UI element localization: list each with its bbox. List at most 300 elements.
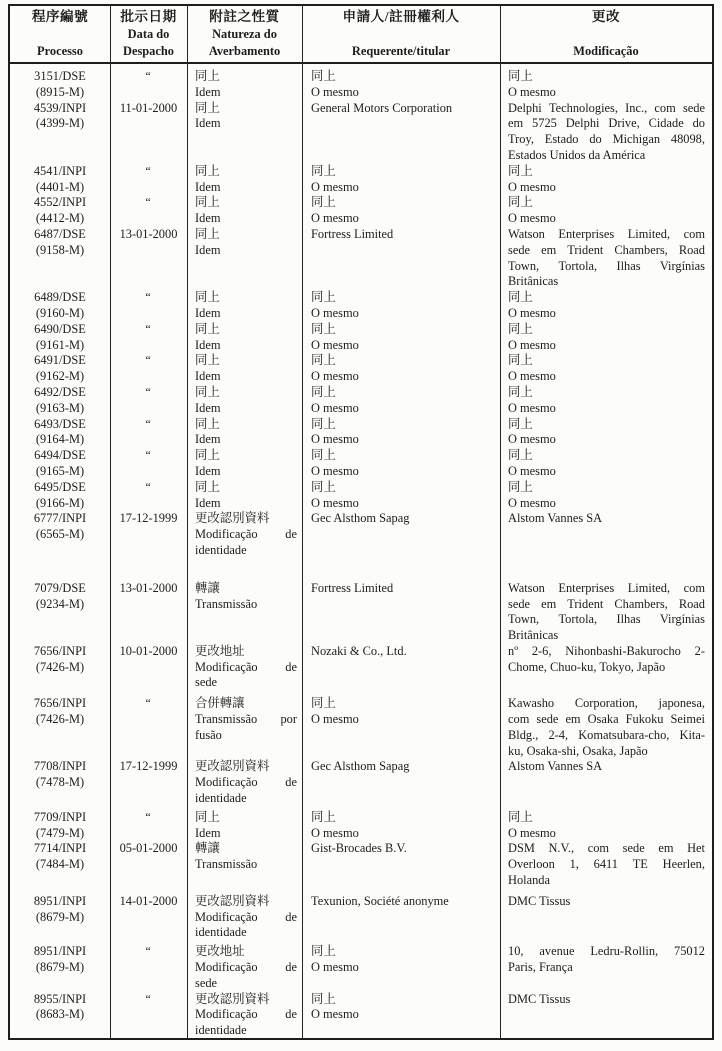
text-line: 更改認別資料: [195, 893, 270, 908]
text-line: Estados Unidos da América: [508, 147, 646, 162]
text-line: sede: [195, 975, 218, 990]
text-line: 同上: [195, 479, 220, 494]
date-cell: [110, 581, 187, 644]
text-line: Watson Enterprises Limited, com: [508, 580, 705, 595]
header-text: Processo: [37, 44, 83, 59]
text-line: 更改認別資料: [195, 759, 270, 774]
text-line: 同上: [195, 195, 220, 210]
records-table: [8, 4, 714, 1040]
text-line: Chome, Chuo-ku, Tokyo, Japão: [508, 659, 666, 674]
text-line: 同上: [311, 416, 336, 431]
applicant-cell: [302, 759, 500, 806]
modification-cell: [500, 480, 712, 512]
process-cell: [10, 480, 110, 512]
text-line: (7484-M): [35, 857, 85, 872]
nature-cell: [187, 164, 302, 196]
text-line: Modificação de: [195, 775, 297, 790]
text-line: (9165-M): [35, 463, 85, 478]
text-line: 同上: [508, 809, 533, 824]
text-line: 6494/DSE: [34, 448, 86, 463]
date-cell: [110, 417, 187, 449]
text-line: 同上: [195, 384, 220, 399]
text-line: Fortress Limited: [311, 580, 394, 595]
text-line: 同上: [311, 163, 336, 178]
text-line: com sede em Osaka Fukoku Seimei: [508, 712, 705, 727]
modification-cell: [500, 227, 712, 290]
date-cell: [110, 101, 187, 164]
text-line: 同上: [508, 163, 533, 178]
text-line: 合併轉讓: [195, 696, 245, 711]
text-line: “: [145, 353, 152, 368]
text-line: 10, avenue Ledru-Rollin, 75012: [508, 944, 705, 959]
text-line: O mesmo: [311, 211, 359, 226]
text-line: 6495/DSE: [34, 479, 86, 494]
text-line: 7656/INPI: [33, 643, 87, 658]
text-line: O mesmo: [311, 712, 359, 727]
text-line: Watson Enterprises Limited, com: [508, 226, 705, 241]
text-line: 同上: [311, 448, 336, 463]
text-line: 同上: [311, 696, 336, 711]
text-line: O mesmo: [311, 825, 359, 840]
applicant-cell: [302, 841, 500, 888]
text-line: O mesmo: [508, 84, 556, 99]
text-line: Idem: [195, 242, 221, 257]
text-line: 同上: [508, 195, 533, 210]
text-line: Idem: [195, 495, 221, 510]
applicant-cell: [302, 944, 500, 991]
date-cell: [110, 759, 187, 806]
nature-cell: [187, 894, 302, 941]
process-cell: [10, 353, 110, 385]
text-line: sede em Trident Chambers, Road: [508, 242, 705, 257]
text-line: O mesmo: [311, 369, 359, 384]
text-line: Idem: [195, 84, 221, 99]
date-cell: [110, 353, 187, 385]
process-cell: [10, 759, 110, 806]
text-line: Modificação de: [195, 960, 297, 975]
process-cell: [10, 644, 110, 691]
process-cell: [10, 164, 110, 196]
text-line: 同上: [508, 353, 533, 368]
text-line: em 5725 Delphi Drive, Cidade do: [508, 116, 705, 131]
text-line: 6491/DSE: [34, 353, 86, 368]
text-line: 6489/DSE: [34, 290, 86, 305]
nature-cell: [187, 581, 302, 644]
nature-cell: [187, 759, 302, 806]
process-cell: [10, 581, 110, 644]
header-text: 申請人/註冊權利人: [342, 9, 460, 24]
header-text: 更改: [591, 9, 621, 24]
text-line: 同上: [508, 416, 533, 431]
text-line: DMC Tissus: [508, 991, 571, 1006]
header-text: Requerente/titular: [351, 44, 451, 59]
text-line: 同上: [508, 69, 533, 83]
text-line: (9166-M): [35, 495, 85, 510]
text-line: (4399-M): [35, 116, 85, 131]
process-cell: [10, 195, 110, 227]
text-line: 6490/DSE: [34, 321, 86, 336]
date-cell: [110, 696, 187, 759]
text-line: 7656/INPI: [33, 696, 87, 711]
table-row: [10, 759, 712, 809]
text-line: (6565-M): [35, 527, 85, 542]
date-cell: [110, 841, 187, 888]
applicant-cell: [302, 894, 500, 941]
text-line: 同上: [311, 290, 336, 305]
process-cell: [10, 841, 110, 888]
applicant-cell: [302, 581, 500, 644]
modification-cell: [500, 385, 712, 417]
nature-cell: [187, 448, 302, 480]
table-row: [10, 164, 712, 196]
text-line: O mesmo: [311, 495, 359, 510]
header-text: Despacho: [123, 44, 174, 59]
text-line: 11-01-2000: [119, 100, 178, 115]
date-cell: [110, 290, 187, 322]
date-cell: [110, 644, 187, 691]
date-cell: [110, 385, 187, 417]
text-line: DMC Tissus: [508, 893, 571, 908]
column-divider: [302, 6, 303, 1038]
text-line: ku, Osaka-shi, Osaka, Japão: [508, 743, 648, 758]
text-line: 同上: [311, 353, 336, 368]
modification-cell: [500, 101, 712, 164]
modification-cell: [500, 290, 712, 322]
text-line: O mesmo: [508, 211, 556, 226]
header-process: [10, 6, 110, 62]
text-line: 同上: [311, 479, 336, 494]
text-line: O mesmo: [508, 305, 556, 320]
text-line: 同上: [311, 944, 336, 959]
text-line: Gec Alsthom Sapag: [311, 759, 410, 774]
text-line: sede em Trident Chambers, Road: [508, 596, 705, 611]
text-line: 同上: [195, 163, 220, 178]
text-line: (8679-M): [35, 909, 85, 924]
text-line: “: [145, 479, 152, 494]
text-line: (9161-M): [35, 337, 85, 352]
date-cell: [110, 227, 187, 290]
text-line: Idem: [195, 369, 221, 384]
text-line: O mesmo: [311, 432, 359, 447]
text-line: “: [145, 416, 152, 431]
modification-cell: [500, 944, 712, 991]
table-row: [10, 810, 712, 842]
text-line: 4552/INPI: [33, 195, 87, 210]
applicant-cell: [302, 290, 500, 322]
modification-cell: [500, 448, 712, 480]
text-line: Modificação de: [195, 1007, 297, 1022]
text-line: 轉讓: [195, 580, 220, 595]
nature-cell: [187, 195, 302, 227]
table-row: [10, 581, 712, 644]
table-row: [10, 290, 712, 322]
text-line: Idem: [195, 432, 221, 447]
text-line: 同上: [195, 809, 220, 824]
table-row: [10, 480, 712, 512]
text-line: 更改認別資料: [195, 991, 270, 1006]
applicant-cell: [302, 480, 500, 512]
text-line: 同上: [311, 69, 336, 83]
applicant-cell: [302, 322, 500, 354]
table-row: [10, 69, 712, 101]
text-line: 6493/DSE: [34, 416, 86, 431]
header-text: 附註之性質: [209, 9, 280, 24]
text-line: Town, Tortola, Ilhas Virgínias: [508, 258, 705, 273]
table-row: [10, 992, 712, 1039]
text-line: “: [145, 944, 152, 959]
text-line: O mesmo: [311, 463, 359, 478]
text-line: 6487/DSE: [34, 226, 86, 241]
process-cell: [10, 101, 110, 164]
text-line: nº 2-6, Nihonbashi-Bakurocho 2-: [508, 643, 705, 658]
date-cell: [110, 195, 187, 227]
table-row: [10, 944, 712, 991]
text-line: (9234-M): [35, 596, 85, 611]
text-line: 轉讓: [195, 841, 220, 856]
header-nature: [187, 6, 302, 62]
text-line: Idem: [195, 179, 221, 194]
text-line: 同上: [508, 479, 533, 494]
text-line: 同上: [195, 321, 220, 336]
text-line: Delphi Technologies, Inc., com sede: [508, 100, 705, 115]
text-line: 3151/DSE: [34, 69, 86, 83]
text-line: 同上: [508, 448, 533, 463]
text-line: 8955/INPI: [33, 991, 87, 1006]
modification-cell: [500, 417, 712, 449]
text-line: Idem: [195, 305, 221, 320]
table-row: [10, 353, 712, 385]
process-cell: [10, 992, 110, 1039]
text-line: 4539/INPI: [33, 100, 87, 115]
text-line: “: [145, 809, 152, 824]
nature-cell: [187, 353, 302, 385]
modification-cell: [500, 696, 712, 759]
date-cell: [110, 164, 187, 196]
text-line: identidade: [195, 542, 247, 557]
process-cell: [10, 944, 110, 991]
applicant-cell: [302, 227, 500, 290]
header-date: [110, 6, 187, 62]
text-line: Paris, França: [508, 960, 573, 975]
text-line: 05-01-2000: [119, 841, 178, 856]
table-row: [10, 195, 712, 227]
text-line: identidade: [195, 925, 247, 940]
table-row: [10, 644, 712, 696]
text-line: (9163-M): [35, 400, 85, 415]
text-line: sede: [195, 675, 218, 690]
text-line: 同上: [195, 353, 220, 368]
text-line: (4401-M): [35, 179, 85, 194]
applicant-cell: [302, 69, 500, 101]
text-line: (9158-M): [35, 242, 85, 257]
text-line: O mesmo: [508, 400, 556, 415]
text-line: O mesmo: [311, 179, 359, 194]
text-line: 6777/INPI: [33, 511, 87, 526]
table-row: [10, 448, 712, 480]
modification-cell: [500, 195, 712, 227]
text-line: 8951/INPI: [33, 893, 87, 908]
text-line: (9164-M): [35, 432, 85, 447]
applicant-cell: [302, 385, 500, 417]
text-line: Britânicas: [508, 628, 559, 643]
modification-cell: [500, 810, 712, 842]
text-line: O mesmo: [508, 369, 556, 384]
text-line: 同上: [311, 991, 336, 1006]
applicant-cell: [302, 195, 500, 227]
header-text: Modificação: [573, 44, 639, 59]
text-line: fusão: [195, 727, 222, 742]
modification-cell: [500, 69, 712, 101]
text-line: (4412-M): [35, 211, 85, 226]
text-line: 同上: [508, 384, 533, 399]
text-line: 6492/DSE: [34, 384, 86, 399]
table-row: [10, 841, 712, 893]
text-line: Gec Alsthom Sapag: [311, 511, 410, 526]
text-line: 17-12-1999: [119, 511, 178, 526]
text-line: O mesmo: [311, 337, 359, 352]
modification-cell: [500, 894, 712, 941]
text-line: 17-12-1999: [119, 759, 178, 774]
text-line: “: [145, 290, 152, 305]
applicant-cell: [302, 448, 500, 480]
text-line: 同上: [311, 195, 336, 210]
text-line: Transmissão por: [195, 712, 297, 727]
text-line: Idem: [195, 463, 221, 478]
nature-cell: [187, 696, 302, 759]
process-cell: [10, 290, 110, 322]
text-line: General Motors Corporation: [311, 100, 453, 115]
text-line: 7708/INPI: [33, 759, 87, 774]
text-line: Modificação de: [195, 527, 297, 542]
nature-cell: [187, 322, 302, 354]
text-line: (9160-M): [35, 305, 85, 320]
text-line: 更改認別資料: [195, 511, 270, 526]
modification-cell: [500, 759, 712, 806]
nature-cell: [187, 511, 302, 558]
nature-cell: [187, 385, 302, 417]
applicant-cell: [302, 511, 500, 558]
text-line: (7426-M): [35, 659, 85, 674]
text-line: Modificação de: [195, 659, 297, 674]
text-line: Holanda: [508, 873, 550, 888]
date-cell: [110, 944, 187, 991]
text-line: 同上: [195, 448, 220, 463]
text-line: 10-01-2000: [119, 643, 178, 658]
text-line: Bldg., 2-4, Komatsubara-cho, Kita-: [508, 727, 705, 742]
text-line: O mesmo: [311, 84, 359, 99]
table-row: [10, 417, 712, 449]
text-line: (7426-M): [35, 712, 85, 727]
modification-cell: [500, 581, 712, 644]
text-line: O mesmo: [508, 432, 556, 447]
text-line: O mesmo: [311, 400, 359, 415]
process-cell: [10, 385, 110, 417]
modification-cell: [500, 992, 712, 1039]
date-cell: [110, 511, 187, 558]
process-cell: [10, 69, 110, 101]
text-line: Town, Tortola, Ilhas Virgínias: [508, 612, 705, 627]
text-line: Texunion, Société anonyme: [311, 893, 449, 908]
modification-cell: [500, 164, 712, 196]
nature-cell: [187, 227, 302, 290]
modification-cell: [500, 841, 712, 888]
text-line: identidade: [195, 791, 247, 806]
date-cell: [110, 69, 187, 101]
header-applicant: [302, 6, 500, 62]
text-line: Fortress Limited: [311, 226, 394, 241]
text-line: “: [145, 69, 152, 83]
modification-cell: [500, 353, 712, 385]
header-modification: [500, 6, 712, 62]
text-line: Idem: [195, 400, 221, 415]
nature-cell: [187, 810, 302, 842]
text-line: (8915-M): [35, 84, 85, 99]
process-cell: [10, 894, 110, 941]
nature-cell: [187, 101, 302, 164]
applicant-cell: [302, 353, 500, 385]
text-line: identidade: [195, 1023, 247, 1038]
table-row: [10, 696, 712, 759]
text-line: 7079/DSE: [34, 580, 86, 595]
text-line: Modificação de: [195, 909, 297, 924]
table-row: [10, 322, 712, 354]
text-line: Britânicas: [508, 274, 559, 289]
text-line: Idem: [195, 211, 221, 226]
text-line: Alstom Vannes SA: [508, 511, 603, 526]
nature-cell: [187, 290, 302, 322]
text-line: (7478-M): [35, 775, 85, 790]
process-cell: [10, 448, 110, 480]
date-cell: [110, 448, 187, 480]
applicant-cell: [302, 644, 500, 691]
process-cell: [10, 417, 110, 449]
text-line: “: [145, 696, 152, 711]
text-line: 更改地址: [195, 944, 245, 959]
text-line: “: [145, 384, 152, 399]
text-line: (9162-M): [35, 369, 85, 384]
text-line: Gist-Brocades B.V.: [311, 841, 407, 856]
header-text: Averbamento: [208, 44, 281, 59]
text-line: Transmissão: [195, 596, 258, 611]
text-line: O mesmo: [311, 960, 359, 975]
applicant-cell: [302, 992, 500, 1039]
nature-cell: [187, 480, 302, 512]
text-line: “: [145, 321, 152, 336]
text-line: Nozaki & Co., Ltd.: [311, 643, 407, 658]
process-cell: [10, 227, 110, 290]
text-line: O mesmo: [508, 337, 556, 352]
nature-cell: [187, 992, 302, 1039]
text-line: 8951/INPI: [33, 944, 87, 959]
nature-cell: [187, 69, 302, 101]
table-body: [10, 64, 712, 1039]
text-line: Troy, Estado do Michigan 48098,: [508, 132, 705, 147]
process-cell: [10, 810, 110, 842]
text-line: 4541/INPI: [33, 163, 87, 178]
nature-cell: [187, 944, 302, 991]
header-text: 批示日期: [120, 9, 177, 24]
date-cell: [110, 810, 187, 842]
process-cell: [10, 322, 110, 354]
nature-cell: [187, 417, 302, 449]
text-line: Idem: [195, 337, 221, 352]
header-text: Data do: [127, 26, 170, 41]
text-line: O mesmo: [508, 495, 556, 510]
table-row: [10, 227, 712, 290]
text-line: O mesmo: [508, 179, 556, 194]
nature-cell: [187, 644, 302, 691]
text-line: 同上: [311, 809, 336, 824]
